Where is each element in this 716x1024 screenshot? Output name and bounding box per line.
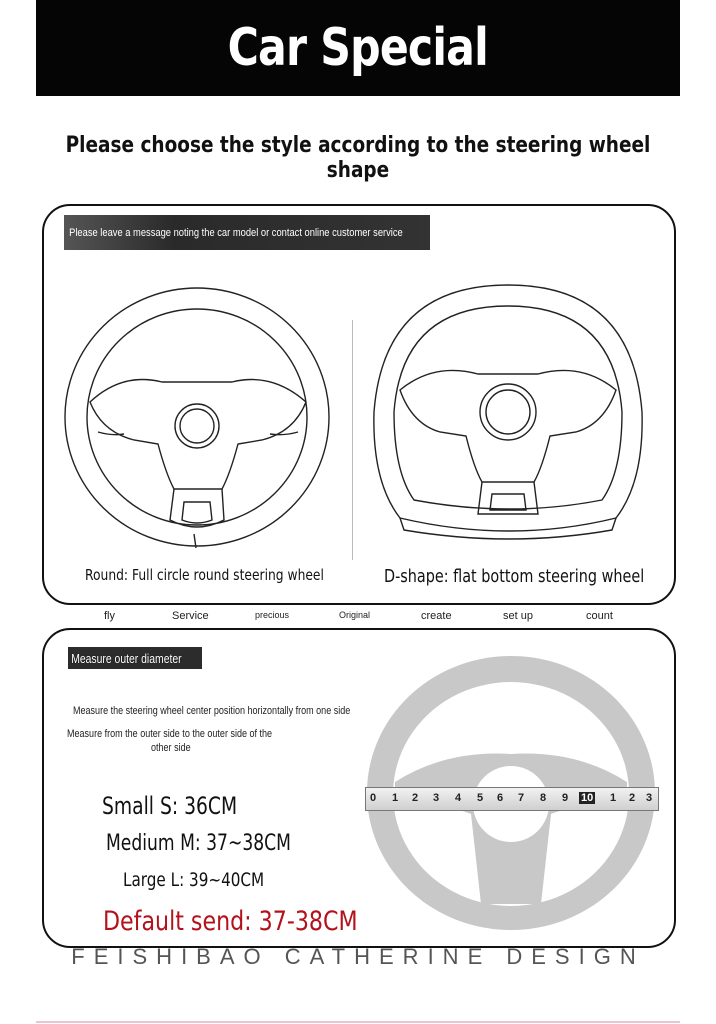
measure-instruction: Measure the steering wheel center position horizontally from one side	[73, 705, 351, 717]
strip-label: count	[586, 610, 613, 622]
ruler-mark: 3	[646, 792, 653, 804]
d-shape-steering-wheel-icon	[370, 282, 646, 552]
ruler-mark: 1	[392, 792, 399, 804]
ruler-icon	[365, 787, 659, 811]
measure-tag	[68, 647, 202, 669]
brand-text: FEISHIBAO CATHERINE DESIGN	[71, 944, 645, 969]
subtitle-text: Please choose the style according to the steering wheel shape	[65, 133, 651, 183]
ruler-mark: 3	[433, 792, 440, 804]
ruler-mark: 9	[562, 792, 569, 804]
header-banner	[36, 0, 680, 96]
ruler-mark: 4	[455, 792, 462, 804]
strip-label: fly	[104, 610, 115, 622]
ruler-mark: 10	[581, 792, 594, 804]
size-small: Small S: 36CM	[102, 792, 238, 820]
page-title: Car Special	[227, 18, 489, 78]
round-wheel-caption: Round: Full circle round steering wheel	[85, 566, 324, 584]
strip-label: create	[421, 610, 452, 622]
notice-text: Please leave a message noting the car model or contact online customer service	[69, 226, 403, 239]
bottom-divider	[36, 1021, 680, 1023]
default-size: Default send: 37-38CM	[103, 906, 358, 937]
subtitle	[0, 133, 716, 183]
ruler-mark: 5	[477, 792, 484, 804]
size-medium: Medium M: 37~38CM	[106, 831, 291, 856]
ruler-mark: 2	[629, 792, 636, 804]
measure-tag-text: Measure outer diameter	[71, 650, 182, 666]
size-large: Large L: 39~40CM	[123, 869, 265, 891]
notice-banner	[64, 215, 430, 250]
ruler-mark: 1	[610, 792, 617, 804]
ruler-mark: 2	[412, 792, 419, 804]
ruler-mark: 6	[497, 792, 504, 804]
strip-label: set up	[503, 610, 533, 622]
ruler-mark: 0	[370, 792, 377, 804]
panel-divider	[352, 320, 353, 560]
ruler-mark: 7	[518, 792, 525, 804]
decorative-word-strip	[0, 600, 716, 630]
measure-instruction: other side	[151, 742, 191, 754]
strip-label: Original	[339, 610, 371, 620]
d-shape-wheel-caption: D-shape: flat bottom steering wheel	[384, 566, 645, 587]
ruler-mark: 8	[540, 792, 547, 804]
measure-instruction: Measure from the outer side to the outer side of the	[67, 728, 273, 740]
round-steering-wheel-icon	[62, 284, 334, 552]
strip-label: precious	[255, 610, 290, 620]
strip-label: Service	[172, 610, 209, 622]
